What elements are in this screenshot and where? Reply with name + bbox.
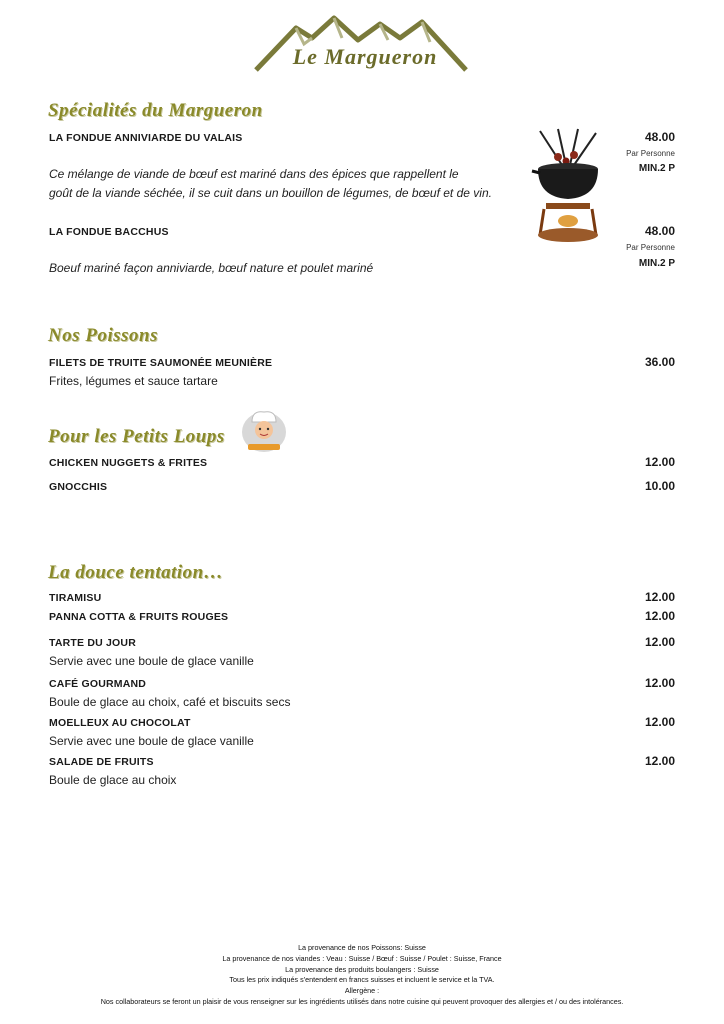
menu-item-name: SALADE DE FRUITS: [49, 756, 154, 768]
menu-item-name: GNOCCHIS: [49, 481, 108, 493]
menu-item-name: TARTE DU JOUR: [49, 637, 136, 649]
restaurant-logo: [250, 14, 474, 76]
menu-item-name: TIRAMISU: [49, 592, 102, 604]
menu-item-description: goût de la viande séchée, il se cuit dans un bouillon de légumes, de bœuf et de vin.: [49, 186, 492, 200]
logo-text: Le Margueron: [292, 44, 438, 69]
chef-child-image: [238, 408, 290, 456]
menu-item-description: Servie avec une boule de glace vanille: [49, 654, 254, 668]
section-title-desserts: La douce tentation…: [48, 562, 224, 583]
footer-line: La provenance de nos Poissons: Suisse: [298, 943, 426, 952]
menu-item-price: 10.00: [644, 479, 675, 493]
section-title-petits-loups: Pour les Petits Loups: [48, 426, 225, 447]
menu-item-description: Boule de glace au choix, café et biscuits secs: [49, 695, 291, 709]
menu-item-description: Ce mélange de viande de bœuf est mariné dans des épices que rappellent le: [49, 167, 459, 181]
menu-item-description: Boule de glace au choix: [49, 773, 177, 787]
menu-item-price: 48.00: [644, 224, 675, 238]
footer-line: La provenance des produits boulangers : Suisse: [285, 964, 439, 974]
menu-item-name: LA FONDUE ANNIVIARDE DU VALAIS: [49, 132, 243, 144]
menu-item-price: 12.00: [644, 715, 675, 729]
menu-item-name: FILETS DE TRUITE SAUMONÉE MEUNIÈRE: [49, 357, 273, 369]
section-title-specialites: Spécialités du Margueron: [48, 100, 263, 121]
menu-item-name: CAFÉ GOURMAND: [49, 678, 147, 690]
footer-line: Tous les prix indiqués s'entendent en francs suisses et incluent le service et la TVA.: [229, 975, 495, 985]
menu-item-price: 36.00: [644, 355, 675, 369]
minimum-persons: MIN.2 P: [638, 163, 675, 174]
footer-line: La provenance de nos viandes : Veau : Suisse / Bœuf : Suisse / Poulet : Suisse, France: [222, 953, 502, 963]
menu-item-description: Frites, légumes et sauce tartare: [49, 374, 218, 388]
menu-item-price: 12.00: [644, 676, 675, 690]
footer-notes: [0, 943, 724, 1008]
price-unit: Par Personne: [626, 149, 675, 158]
menu-item-name: PANNA COTTA & FRUITS ROUGES: [49, 611, 229, 623]
menu-item-price: 12.00: [644, 455, 675, 469]
menu-item-price: 12.00: [644, 609, 675, 623]
section-title-poissons: Nos Poissons: [48, 325, 158, 346]
menu-item-price: 48.00: [644, 130, 675, 144]
menu-item-name: LA FONDUE BACCHUS: [49, 226, 169, 238]
menu-item-description: Boeuf mariné façon anniviarde, bœuf nature et poulet mariné: [49, 261, 374, 275]
menu-item-description: Servie avec une boule de glace vanille: [49, 734, 254, 748]
footer-line: Nos collaborateurs se feront un plaisir de vous renseigner sur les ingrédients utilisés dans notre cuisine qui peuvent provoquer des allergies et / ou des intolérances.: [100, 996, 624, 1006]
menu-item-price: 12.00: [644, 635, 675, 649]
menu-item-price: 12.00: [644, 590, 675, 604]
menu-item-price: 12.00: [644, 754, 675, 768]
footer-line: Allergène :: [344, 986, 380, 996]
price-unit: Par Personne: [626, 243, 675, 252]
minimum-persons: MIN.2 P: [638, 258, 675, 269]
fondue-pot-image: [528, 125, 600, 245]
menu-item-name: MOELLEUX AU CHOCOLAT: [49, 717, 191, 729]
menu-item-name: CHICKEN NUGGETS & FRITES: [49, 457, 208, 469]
